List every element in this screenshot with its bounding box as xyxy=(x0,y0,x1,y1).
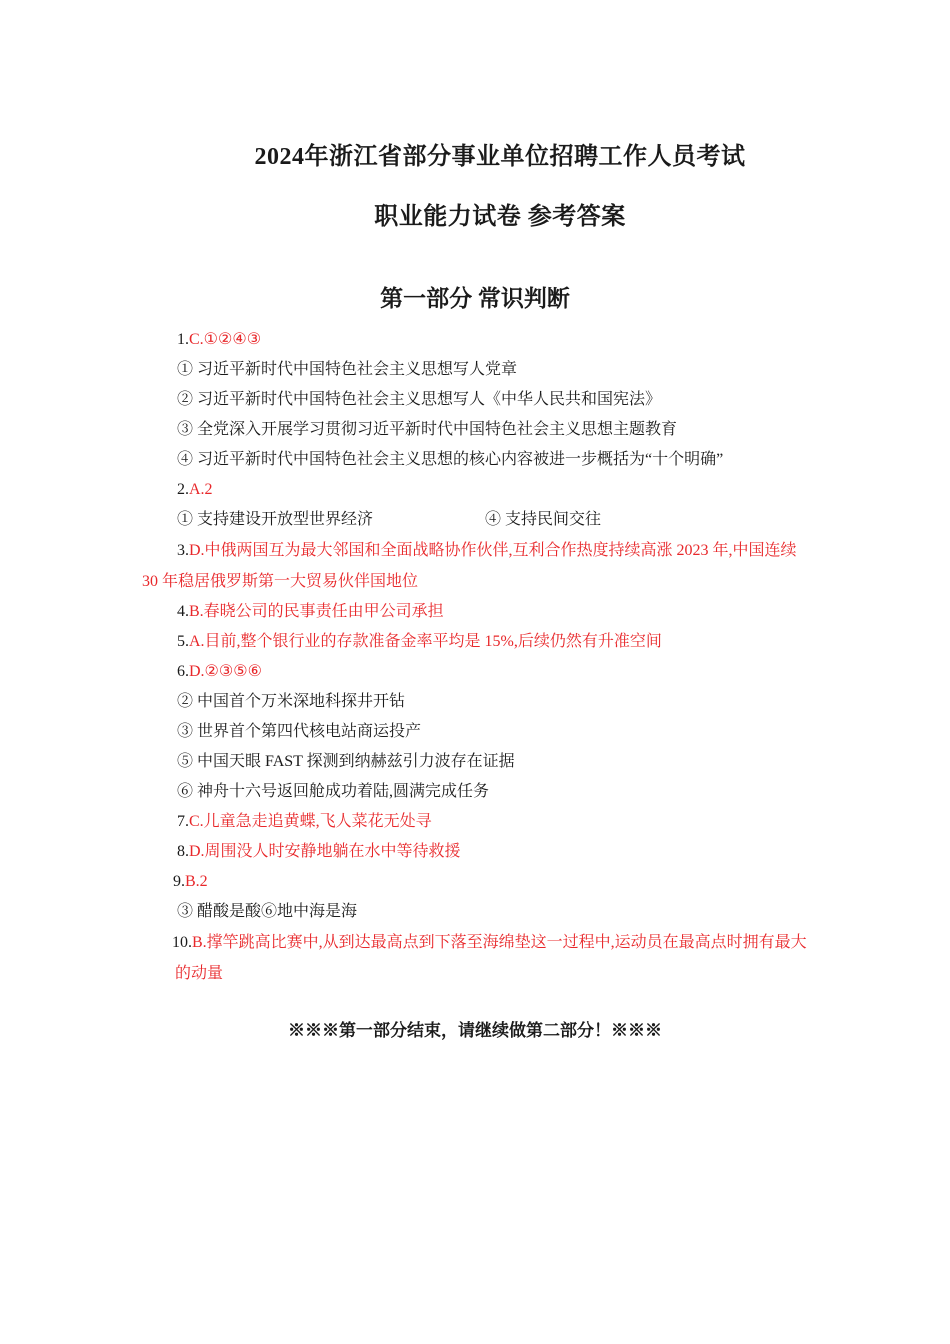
question-number: 1. xyxy=(177,331,189,348)
exam-title-line1: 2024年浙江省部分事业单位招聘工作人员考试 xyxy=(254,144,746,170)
question-number: 7. xyxy=(177,813,189,830)
exam-title-line2: 职业能力试卷 参考答案 xyxy=(374,204,626,230)
question-number: 2. xyxy=(177,481,189,498)
answer-text: C.儿童急走追黄蝶,飞人菜花无处寻 xyxy=(189,813,432,830)
answer-item: ③ 世界首个第四代核电站商运投产 xyxy=(177,723,422,740)
question-10 xyxy=(0,927,950,989)
answer-item: ② 习近平新时代中国特色社会主义思想写人《中华人民共和国宪法》 xyxy=(177,391,662,408)
question-2 xyxy=(0,475,950,505)
question-1 xyxy=(0,325,950,355)
answer-item: ④ 支持民间交往 xyxy=(485,511,602,528)
section-end-note: ※※※第一部分结束，请继续做第二部分！※※※ xyxy=(288,1021,662,1040)
answer-text: C.①②④③ xyxy=(189,331,262,348)
answer-text: D.周围没人时安静地躺在水中等待救援 xyxy=(189,843,461,860)
question-number: 8. xyxy=(177,843,189,860)
answer-item: ① 习近平新时代中国特色社会主义思想写人党章 xyxy=(177,361,518,378)
question-4 xyxy=(0,597,950,627)
answer-text: B.撑竿跳高比赛中,从到达最高点到下落至海绵垫这一过程中,运动员在最高点时拥有最大的动量 xyxy=(175,934,807,982)
question-number: 3. xyxy=(177,542,189,559)
answer-item: ② 中国首个万米深地科探井开钻 xyxy=(177,693,406,710)
answer-text: B.2 xyxy=(185,873,208,890)
section-title: 第一部分 常识判断 xyxy=(380,286,570,311)
answer-item: ⑥ 神舟十六号返回舱成功着陆,圆满完成任务 xyxy=(177,783,490,800)
question-number: 4. xyxy=(177,603,189,620)
question-number: 6. xyxy=(177,663,189,680)
answer-item: ⑤ 中国天眼 FAST 探测到纳赫兹引力波存在证据 xyxy=(177,753,515,770)
answer-list xyxy=(0,325,950,989)
answer-text: B.春晓公司的民事责任由甲公司承担 xyxy=(189,603,444,620)
answer-item: ④ 习近平新时代中国特色社会主义思想的核心内容被进一步概括为“十个明确” xyxy=(177,451,724,468)
question-3 xyxy=(0,535,950,597)
question-9 xyxy=(0,867,950,897)
answer-item: ③ 全党深入开展学习贯彻习近平新时代中国特色社会主义思想主题教育 xyxy=(177,421,678,438)
question-5 xyxy=(0,627,950,657)
question-number: 5. xyxy=(177,633,189,650)
question-7 xyxy=(0,807,950,837)
answer-item: ③ 醋酸是酸⑥地中海是海 xyxy=(177,903,358,920)
question-number: 10. xyxy=(172,934,192,951)
question-6 xyxy=(0,657,950,687)
question-8 xyxy=(0,837,950,867)
answer-text: D.②③⑤⑥ xyxy=(189,663,262,680)
question-number: 9. xyxy=(173,873,185,890)
answer-text: A.2 xyxy=(189,481,213,498)
answer-item-row xyxy=(0,505,950,535)
answer-text: D.中俄两国互为最大邻国和全面战略协作伙伴,互利合作热度持续高涨 2023 年,中国连续 30 年稳居俄罗斯第一大贸易伙伴国地位 xyxy=(142,542,797,590)
answer-item: ① 支持建设开放型世界经济 xyxy=(177,511,374,528)
answer-text: A.目前,整个银行业的存款准备金率平均是 15%,后续仍然有升准空间 xyxy=(189,633,662,650)
